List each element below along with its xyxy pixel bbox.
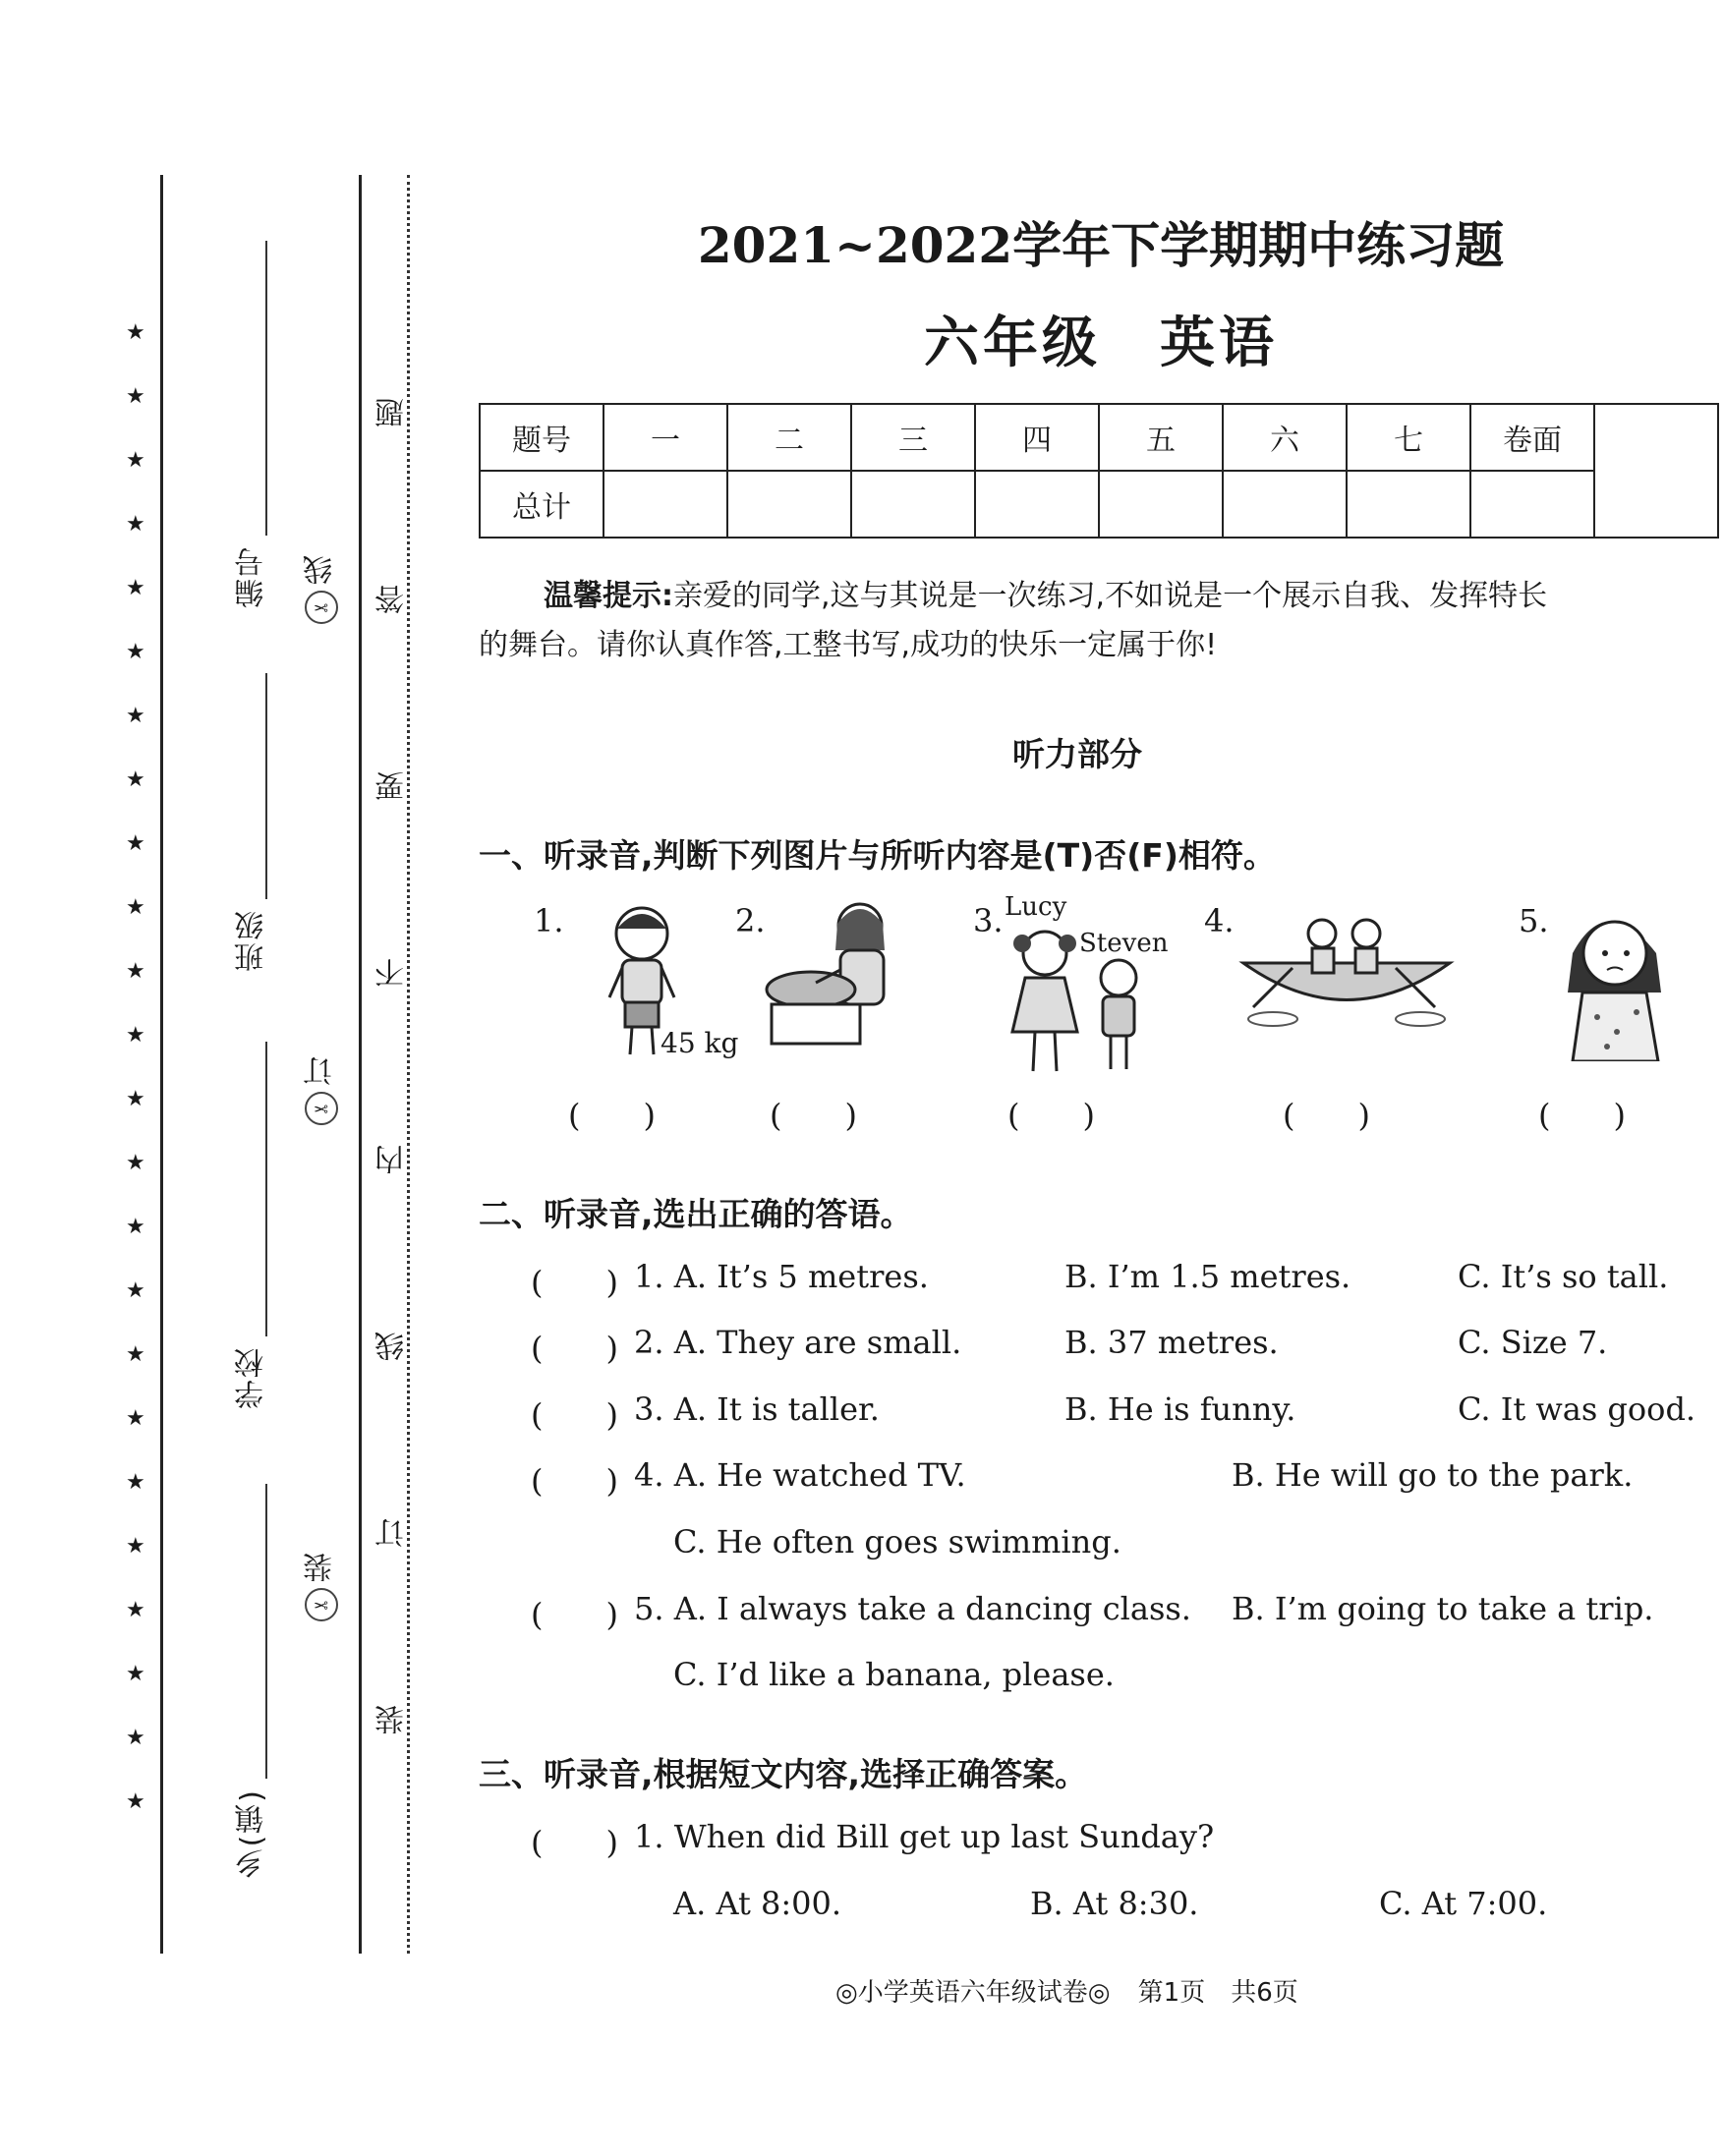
no-answer-char: 订 bbox=[375, 1518, 410, 1548]
star-icon: ★ bbox=[126, 1662, 145, 1686]
answer-blank[interactable]: ( ) bbox=[531, 1824, 618, 1861]
score-header-cell: 卷面 bbox=[1470, 404, 1594, 471]
answer-blank[interactable]: ( ) bbox=[531, 1330, 618, 1367]
answer-blank[interactable]: ( ) bbox=[1283, 1097, 1370, 1134]
star-icon: ★ bbox=[126, 1087, 145, 1111]
star-icon: ★ bbox=[126, 1470, 145, 1495]
option-a: 3. A. It is taller. bbox=[634, 1390, 880, 1428]
tip-label: 温馨提示: bbox=[544, 579, 673, 613]
footer-page: 第1页 共6页 bbox=[1137, 1978, 1298, 2008]
score-total-cell[interactable] bbox=[1594, 404, 1718, 538]
cut-mark-ding bbox=[300, 1056, 343, 1125]
option-a: 4. A. He watched TV. bbox=[634, 1456, 966, 1494]
school-label: 学校 bbox=[235, 1346, 269, 1409]
score-cell[interactable] bbox=[1347, 471, 1470, 538]
option-b: B. I’m 1.5 metres. bbox=[1064, 1258, 1351, 1295]
star-icon: ★ bbox=[126, 1278, 145, 1303]
township-label: 乡(镇) bbox=[235, 1788, 269, 1879]
score-cell[interactable] bbox=[851, 471, 975, 538]
star-icon: ★ bbox=[126, 1789, 145, 1814]
score-header-cell: 二 bbox=[727, 404, 851, 471]
no-answer-char: 装 bbox=[375, 1705, 410, 1734]
class-label: 班级 bbox=[235, 909, 269, 972]
listening-heading: 听力部分 bbox=[1012, 735, 1142, 773]
option-b: B. 37 metres. bbox=[1064, 1324, 1279, 1361]
section2-title: 二、听录音,选出正确的答语。 bbox=[479, 1195, 913, 1233]
option-c: C. Size 7. bbox=[1458, 1324, 1608, 1361]
class-blank-line[interactable] bbox=[265, 673, 267, 899]
no-answer-char: 线 bbox=[375, 1332, 410, 1361]
answer-blank[interactable]: ( ) bbox=[568, 1097, 656, 1134]
star-icon: ★ bbox=[126, 448, 145, 473]
star-icon: ★ bbox=[126, 1151, 145, 1175]
star-icon: ★ bbox=[126, 831, 145, 856]
binding-dotted-line bbox=[407, 175, 410, 1954]
score-cell[interactable] bbox=[975, 471, 1099, 538]
option-a: 5. A. I always take a dancing class. bbox=[634, 1590, 1191, 1627]
score-header-cell: 三 bbox=[851, 404, 975, 471]
score-header-cell: 一 bbox=[603, 404, 727, 471]
tip-line1: 亲爱的同学,这与其说是一次练习,不如说是一个展示自我、发挥特长 bbox=[673, 579, 1548, 613]
option-a: A. At 8:00. bbox=[673, 1885, 842, 1922]
boat-rowing-picture bbox=[1234, 909, 1460, 1032]
score-header-cell: 四 bbox=[975, 404, 1099, 471]
picture-number: 2. bbox=[735, 902, 766, 939]
scissors-icon: ✂ bbox=[305, 1092, 338, 1125]
star-icon: ★ bbox=[126, 704, 145, 728]
cut-mark-label: 装 bbox=[304, 1553, 338, 1582]
option-c: C. It was good. bbox=[1458, 1390, 1696, 1428]
star-icon: ★ bbox=[126, 576, 145, 600]
section1-title: 一、听录音,判断下列图片与所听内容是(T)否(F)相符。 bbox=[479, 836, 1276, 875]
cut-mark-zhuang bbox=[300, 1553, 343, 1621]
option-c: C. He often goes swimming. bbox=[673, 1523, 1121, 1560]
star-icon: ★ bbox=[126, 384, 145, 409]
option-c: C. I’d like a banana, please. bbox=[673, 1656, 1115, 1693]
picture-caption: 45 kg bbox=[661, 1027, 739, 1059]
star-icon: ★ bbox=[126, 1406, 145, 1431]
option-b: B. I’m going to take a trip. bbox=[1232, 1590, 1654, 1627]
footer-title: 小学英语六年级试卷 bbox=[857, 1978, 1088, 2008]
star-icon: ★ bbox=[126, 1023, 145, 1048]
option-c: C. It’s so tall. bbox=[1458, 1258, 1669, 1295]
page-footer bbox=[835, 1972, 1298, 2009]
answer-blank[interactable]: ( ) bbox=[531, 1396, 618, 1434]
score-table-total-row bbox=[480, 471, 1718, 538]
answer-blank[interactable]: ( ) bbox=[531, 1462, 618, 1500]
option-b: B. He will go to the park. bbox=[1232, 1456, 1634, 1494]
no-answer-char: 内 bbox=[375, 1145, 410, 1174]
star-icon: ★ bbox=[126, 1215, 145, 1239]
township-blank-line[interactable] bbox=[265, 1484, 267, 1779]
answer-blank[interactable]: ( ) bbox=[531, 1264, 618, 1301]
no-answer-char: 答 bbox=[375, 585, 410, 614]
option-b: B. At 8:30. bbox=[1030, 1885, 1199, 1922]
woman-cooking-picture bbox=[757, 896, 924, 1053]
score-header-cell: 题号 bbox=[480, 404, 603, 471]
star-icon: ★ bbox=[126, 1534, 145, 1559]
score-cell[interactable] bbox=[1099, 471, 1223, 538]
cut-mark-line bbox=[300, 555, 343, 624]
page-subtitle: 六年级 英语 bbox=[924, 312, 1278, 375]
page-title: 2021~2022学年下学期期中练习题 bbox=[697, 216, 1505, 274]
section3-title: 三、听录音,根据短文内容,选择正确答案。 bbox=[479, 1755, 1088, 1793]
option-a: 2. A. They are small. bbox=[634, 1324, 962, 1361]
score-cell[interactable] bbox=[727, 471, 851, 538]
score-cell[interactable] bbox=[1223, 471, 1347, 538]
scissors-icon: ✂ bbox=[305, 1588, 338, 1621]
score-cell[interactable] bbox=[1470, 471, 1594, 538]
picture-number: 3. bbox=[973, 902, 1004, 939]
option-c: C. At 7:00. bbox=[1379, 1885, 1548, 1922]
sick-girl-picture bbox=[1548, 899, 1686, 1061]
lucy-steven-picture bbox=[1001, 924, 1158, 1081]
score-cell[interactable] bbox=[603, 471, 727, 538]
number-blank-line[interactable] bbox=[265, 241, 267, 536]
score-table-header-row bbox=[480, 404, 1718, 471]
number-label: 编号 bbox=[235, 545, 269, 608]
cut-mark-label: 线 bbox=[304, 555, 338, 585]
no-answer-char: 题 bbox=[375, 398, 410, 427]
picture-number: 4. bbox=[1204, 902, 1235, 939]
question-text: 1. When did Bill get up last Sunday? bbox=[634, 1818, 1215, 1855]
no-answer-char: 不 bbox=[375, 958, 410, 988]
spiral-icon: ◎ bbox=[1087, 1978, 1111, 2008]
star-icon: ★ bbox=[126, 320, 145, 345]
score-header-cell: 五 bbox=[1099, 404, 1223, 471]
star-icon: ★ bbox=[126, 1598, 145, 1622]
picture-number: 1. bbox=[534, 902, 564, 939]
score-header-cell: 六 bbox=[1223, 404, 1347, 471]
school-blank-line[interactable] bbox=[265, 1042, 267, 1336]
answer-blank[interactable]: ( ) bbox=[1538, 1097, 1626, 1134]
no-answer-char: 要 bbox=[375, 771, 410, 801]
star-icon: ★ bbox=[126, 959, 145, 984]
answer-blank[interactable]: ( ) bbox=[770, 1097, 857, 1134]
answer-blank[interactable]: ( ) bbox=[531, 1596, 618, 1633]
star-icon: ★ bbox=[126, 1342, 145, 1367]
picture-name-steven: Steven bbox=[1079, 929, 1169, 958]
picture-number: 5. bbox=[1519, 902, 1549, 939]
star-icon: ★ bbox=[126, 895, 145, 920]
score-table bbox=[479, 403, 1719, 539]
spiral-icon: ◎ bbox=[835, 1978, 858, 2008]
star-icon: ★ bbox=[126, 1726, 145, 1750]
picture-name-lucy: Lucy bbox=[1005, 892, 1067, 922]
star-icon: ★ bbox=[126, 767, 145, 792]
answer-blank[interactable]: ( ) bbox=[1007, 1097, 1095, 1134]
binding-line-left bbox=[160, 175, 163, 1954]
tip-line2: 的舞台。请你认真作答,工整书写,成功的快乐一定属于你! bbox=[479, 628, 1218, 662]
scissors-icon: ✂ bbox=[305, 591, 338, 624]
warm-tip bbox=[479, 572, 1702, 670]
option-a: 1. A. It’s 5 metres. bbox=[634, 1258, 929, 1295]
cut-mark-label: 订 bbox=[304, 1056, 338, 1086]
option-b: B. He is funny. bbox=[1064, 1390, 1296, 1428]
star-icon: ★ bbox=[126, 640, 145, 664]
star-icon: ★ bbox=[126, 512, 145, 537]
score-header-cell: 七 bbox=[1347, 404, 1470, 471]
score-total-label: 总计 bbox=[480, 471, 603, 538]
binding-line-right bbox=[359, 175, 362, 1954]
